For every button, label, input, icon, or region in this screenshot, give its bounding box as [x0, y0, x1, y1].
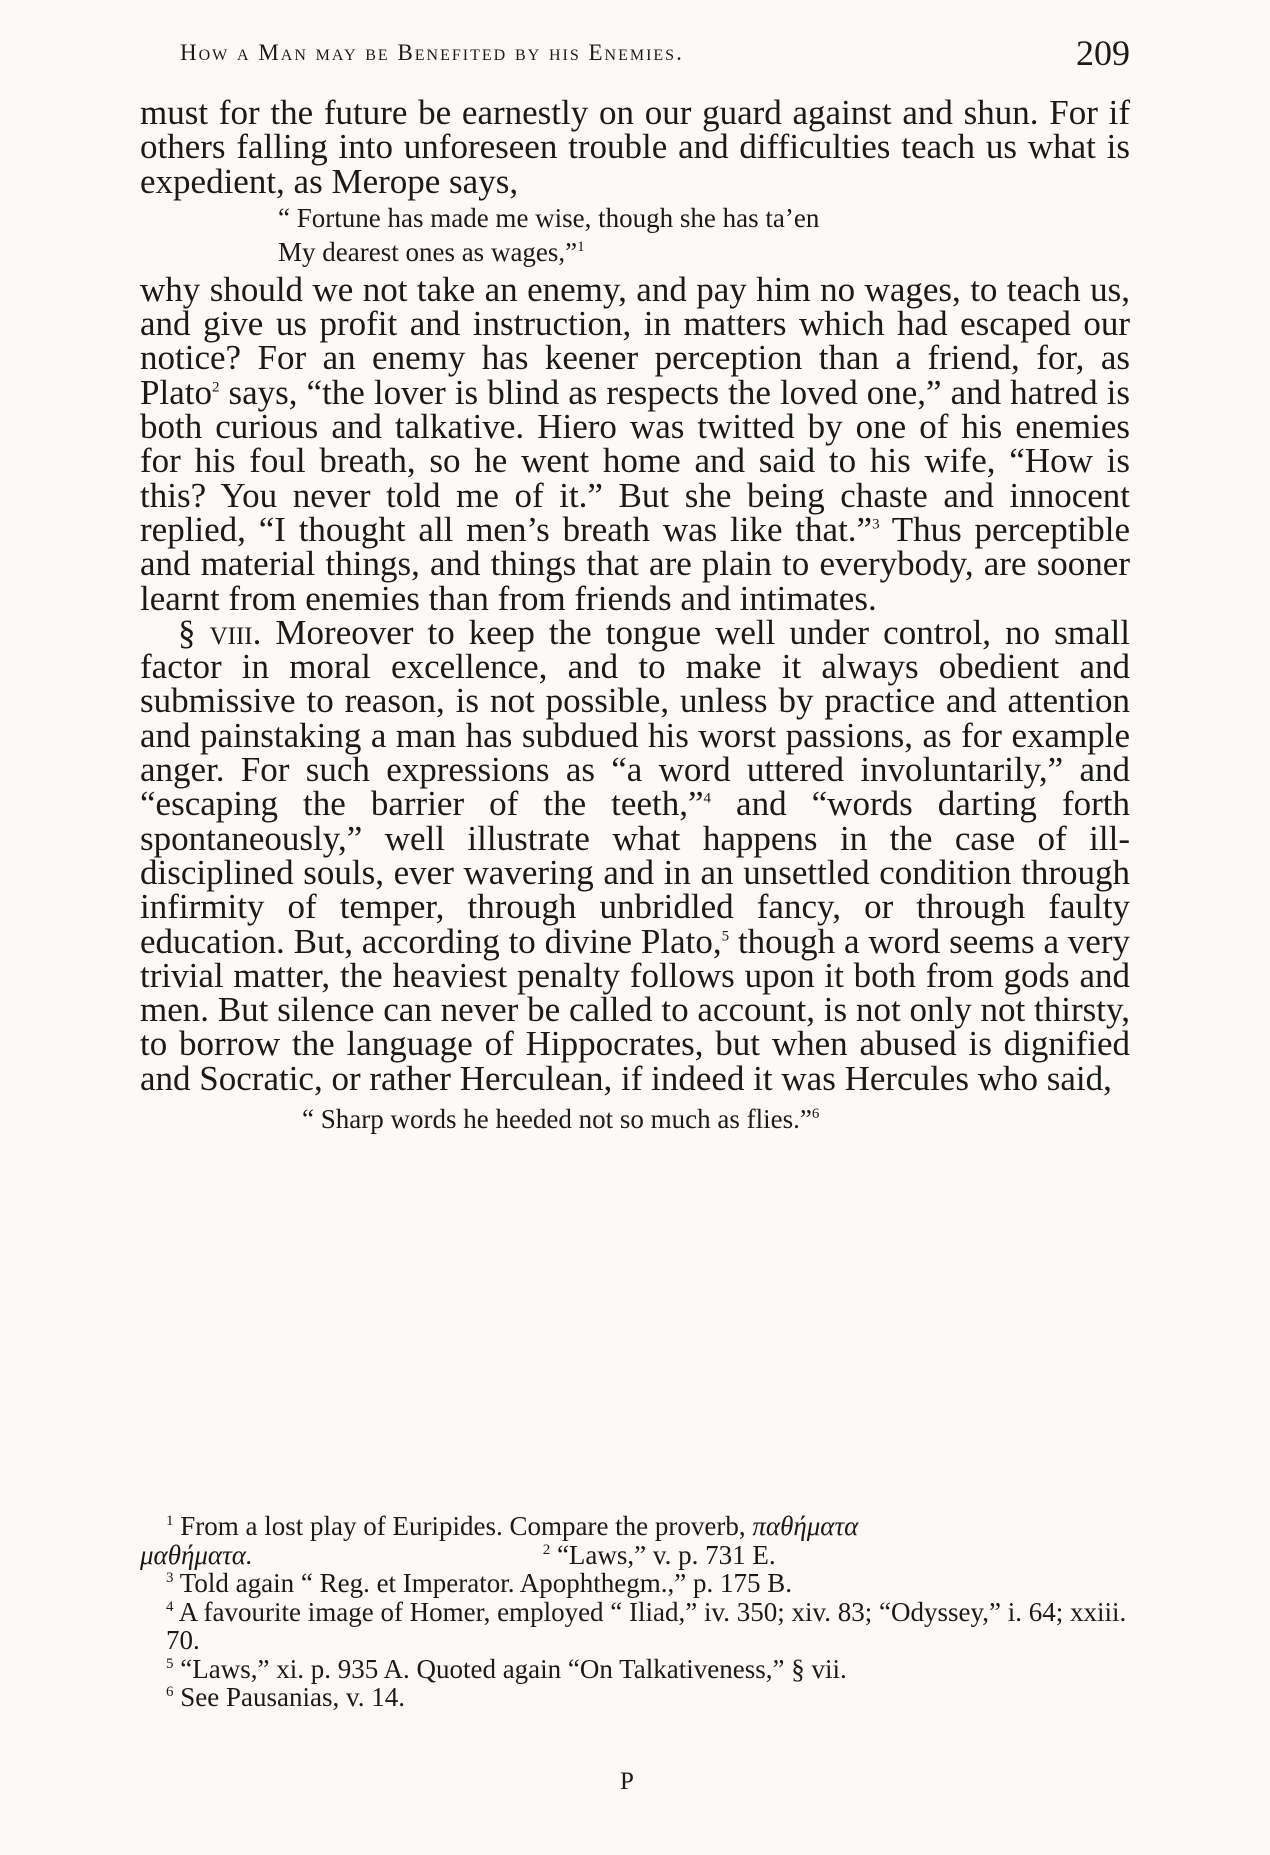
footnote-mark-1: 1: [166, 1513, 174, 1529]
paragraph-3-part-c: though a word seems a very trivial matter, the heaviest penalty follows upon it both from gods and men. But silence can never be called to account, is not only not thirsty, to borrow the language of Hippocrates, but when abused is dignified and Socratic, or rather Herculean, if indeed it was Hercules who said,: [140, 921, 1131, 1098]
footnote-1-cont: [140, 1541, 1130, 1570]
paragraph-3: [140, 612, 1131, 1098]
footnote-3: [140, 1569, 1130, 1598]
paragraph-2: [140, 269, 1130, 618]
paragraph-1: must for the future be earnestly on our guard against and shun. For if others falling into unforeseen trouble and difficulties teach us what is expedient, as Merope says,: [140, 93, 1130, 201]
footnote-ref-2: 2: [211, 379, 220, 396]
running-title: How a Man may be Benefited by his Enemies.: [180, 40, 684, 65]
footnote-1: [140, 1512, 1130, 1541]
footnote-mark-6: 6: [166, 1684, 174, 1700]
footnote-1-greek-2: μαθήματα.: [140, 1539, 253, 1570]
footnote-6: [140, 1683, 1130, 1712]
footnote-2-text: “Laws,” v. p. 731 E.: [550, 1539, 776, 1570]
paragraph-3-part-b: and “words darting forth spontaneously,” well illustrate what happens in the case of ill-disciplined souls, ever wavering and in an unsettled condition through infirmity of temper, through unbridled fancy, or through faulty education. But, according to divine Plato,: [140, 784, 1131, 961]
footnote-4: [140, 1598, 1130, 1655]
footnote-1-text: From a lost play of Euripides. Compare the proverb,: [173, 1511, 753, 1541]
footnote-ref-6: 6: [811, 1106, 820, 1123]
footnotes: [140, 1512, 1130, 1712]
verse-quote-hercules: [302, 1102, 1130, 1136]
footnote-ref-1: 1: [577, 238, 585, 255]
footnote-ref-5: 5: [721, 927, 730, 944]
verse-line-hercules: “ Sharp words he heeded not so much as flies.”: [302, 1104, 812, 1135]
footnote-5: [140, 1655, 1130, 1684]
footnote-mark-2: 2: [542, 1541, 551, 1558]
body-text: [140, 93, 1131, 1136]
footnote-4-text: A favourite image of Homer, employed “ Iliad,” iv. 350; xiv. 83; “Odyssey,” i. 64; xxiii. 70.: [166, 1596, 1127, 1655]
paragraph-2-part-a: why should we not take an enemy, and pay him no wages, to teach us, and give us profit and instruction, in matters which had escaped our notice? For an enemy has keener perception than a friend, for, as Plato: [140, 269, 1130, 412]
footnote-mark-4: 4: [166, 1598, 174, 1615]
paragraph-2-part-b: says, “the lover is blind as respects the loved one,” and hatred is both curious and talkative. Hiero was twitted by one of his enemies for his foul breath, so he went home and said to his wife, “How is this? You never told me of it.” But she being chaste and innocent replied, “I thought all men’s breath was like that.”: [140, 372, 1130, 549]
book-page: [140, 0, 1130, 1855]
signature-mark: P: [620, 1768, 634, 1795]
footnote-ref-3: 3: [872, 516, 880, 533]
running-head: [180, 30, 1130, 74]
footnote-3-text: Told again “ Reg. et Imperator. Apophthegm.,” p. 175 B.: [173, 1568, 792, 1598]
footnote-mark-5: 5: [166, 1655, 174, 1672]
page-number: 209: [1076, 33, 1130, 73]
footnote-5-text: “Laws,” xi. p. 935 A. Quoted again “On Talkativeness,” § vii.: [173, 1653, 847, 1684]
footnote-1-greek-1: παθήματα: [752, 1511, 859, 1541]
paragraph-3-part-a: Moreover to keep the tongue well under control, no small factor in moral excellence, and to make it always obedient and submissive to reason, is not possible, unless by practice and attention and painstaking a man has subdued his worst passions, as for example anger. For such expressions as “a word uttered involuntarily,” and “escaping the barrier of the teeth,”: [140, 612, 1131, 824]
section-marker: § viii.: [178, 612, 262, 652]
verse-line-2: My dearest ones as wages,”: [278, 236, 578, 267]
footnote-6-text: See Pausanias, v. 14.: [173, 1682, 405, 1712]
footnote-mark-3: 3: [166, 1570, 174, 1586]
verse-quote-merope: [278, 201, 1130, 269]
footnote-ref-4: 4: [703, 790, 711, 807]
verse-line-1: “ Fortune has made me wise, though she has ta’en: [278, 202, 820, 233]
paragraph-2-part-c: Thus perceptible and material things, and things that are plain to everybody, are sooner learnt from enemies than from friends and intimates.: [140, 509, 1130, 618]
